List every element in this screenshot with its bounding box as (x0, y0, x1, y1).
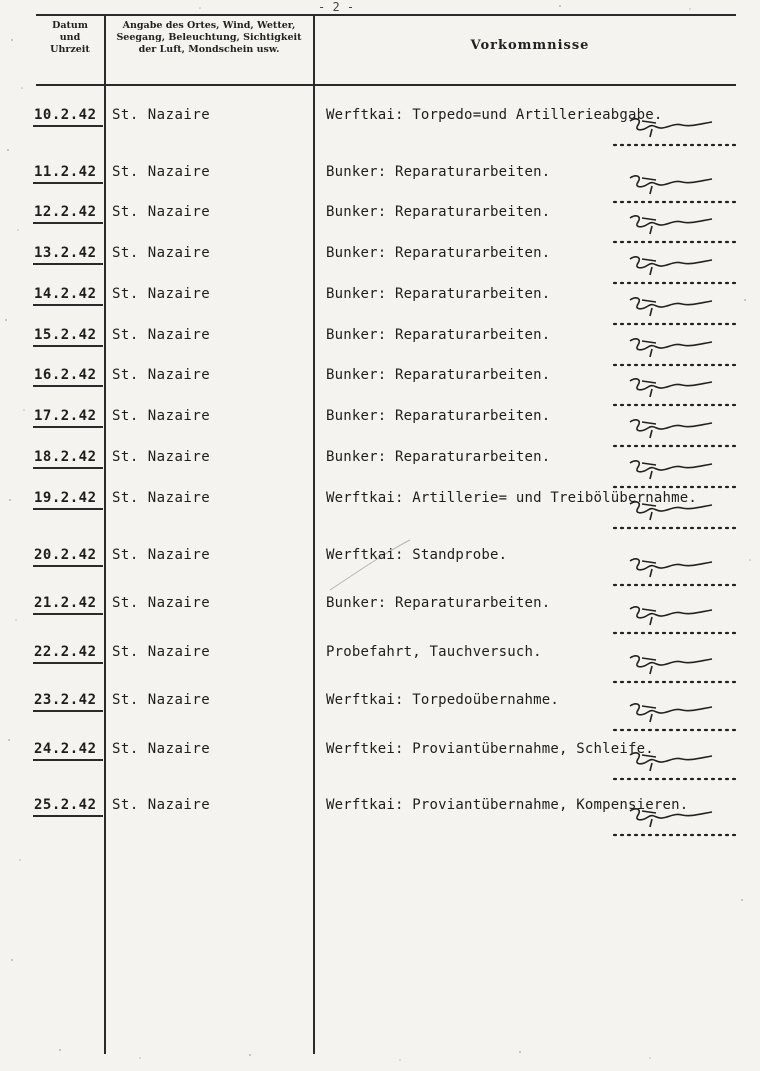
table-row (0, 327, 760, 367)
entry-place: St. Nazaire (112, 797, 211, 813)
header-date-line: Uhrzeit (50, 44, 90, 55)
table-row (0, 644, 760, 684)
entry-date: 11.2.42 (34, 164, 97, 180)
signature-stroke (630, 420, 712, 438)
entry-event: Werftkai: Torpedo=und Artillerieabgabe. (326, 107, 663, 123)
entry-place: St. Nazaire (112, 164, 211, 180)
table-row (0, 245, 760, 285)
header-date-line: und (59, 32, 81, 43)
entry-date: 24.2.42 (34, 741, 97, 757)
signature-stroke (630, 753, 712, 771)
signature-stroke (630, 257, 712, 275)
signature-stroke (630, 461, 712, 479)
entry-place: St. Nazaire (112, 286, 211, 302)
table-row (0, 204, 760, 244)
date-underline (33, 426, 103, 428)
signature-mark (612, 498, 742, 534)
entry-place: St. Nazaire (112, 449, 211, 465)
signature-mark (612, 652, 742, 688)
date-underline (33, 565, 103, 567)
header-date-line: Datum (52, 20, 88, 31)
entry-place: St. Nazaire (112, 595, 211, 611)
entry-place: St. Nazaire (112, 741, 211, 757)
header-place-line: Seegang, Beleuchtung, Sichtigkeit (116, 32, 302, 43)
entry-date: 25.2.42 (34, 797, 97, 813)
entry-event: Werftkai: Torpedoübernahme. (326, 692, 559, 708)
entry-event: Bunker: Reparaturarbeiten. (326, 595, 551, 611)
entry-date: 14.2.42 (34, 286, 97, 302)
entry-date: 18.2.42 (34, 449, 97, 465)
entry-date: 21.2.42 (34, 595, 97, 611)
header-place-column (108, 20, 310, 56)
signature-stroke (630, 339, 712, 357)
entry-event: Werftkai: Artillerie= und Treibölübernahme. (326, 490, 698, 506)
signature-mark (612, 555, 742, 591)
table-row (0, 286, 760, 326)
table-row (0, 449, 760, 489)
entry-event: Bunker: Reparaturarbeiten. (326, 286, 551, 302)
header-place-line: der Luft, Mondschein usw. (138, 44, 280, 55)
entry-date: 17.2.42 (34, 408, 97, 424)
date-underline (33, 759, 103, 761)
entry-date: 12.2.42 (34, 204, 97, 220)
table-row (0, 692, 760, 732)
entry-place: St. Nazaire (112, 327, 211, 343)
table-row (0, 547, 760, 587)
signature-mark (612, 115, 742, 151)
date-underline (33, 467, 103, 469)
entry-place: St. Nazaire (112, 107, 211, 123)
entry-place: St. Nazaire (112, 692, 211, 708)
entry-date: 22.2.42 (34, 644, 97, 660)
header-bottom-rule (36, 84, 736, 86)
entry-place: St. Nazaire (112, 204, 211, 220)
header-events-column: Vorkommnisse (470, 38, 590, 53)
entry-date: 15.2.42 (34, 327, 97, 343)
entry-date: 10.2.42 (34, 107, 97, 123)
table-row (0, 367, 760, 407)
entry-date: 20.2.42 (34, 547, 97, 563)
date-underline (33, 508, 103, 510)
signature-stroke (630, 216, 712, 234)
entry-date: 13.2.42 (34, 245, 97, 261)
date-underline (33, 385, 103, 387)
signature-mark (612, 335, 742, 371)
page-number: - 2 - (318, 0, 355, 14)
signature-mark (612, 416, 742, 452)
signature-stroke (630, 379, 712, 397)
entry-date: 23.2.42 (34, 692, 97, 708)
entry-event: Bunker: Reparaturarbeiten. (326, 164, 551, 180)
date-underline (33, 613, 103, 615)
signature-mark (612, 805, 742, 841)
signature-stroke (630, 298, 712, 316)
signature-stroke (630, 809, 712, 827)
entry-place: St. Nazaire (112, 547, 211, 563)
signature-stroke (630, 704, 712, 722)
signature-mark (612, 700, 742, 736)
entry-event: Bunker: Reparaturarbeiten. (326, 327, 551, 343)
table-row (0, 595, 760, 635)
date-underline (33, 304, 103, 306)
entry-event: Bunker: Reparaturarbeiten. (326, 449, 551, 465)
entry-event: Probefahrt, Tauchversuch. (326, 644, 542, 660)
table-row (0, 408, 760, 448)
signature-mark (612, 212, 742, 248)
signature-mark (612, 603, 742, 639)
entry-event: Werftkai: Standprobe. (326, 547, 508, 563)
date-underline (33, 222, 103, 224)
signature-mark (612, 172, 742, 208)
signature-stroke (630, 656, 712, 674)
entry-event: Bunker: Reparaturarbeiten. (326, 408, 551, 424)
table-row (0, 107, 760, 147)
table-row (0, 490, 760, 530)
entry-event: Werftkai: Proviantübernahme, Kompensieren. (326, 797, 689, 813)
signature-mark (612, 375, 742, 411)
signature-mark (612, 253, 742, 289)
date-underline (33, 710, 103, 712)
date-underline (33, 345, 103, 347)
table-top-rule (36, 14, 736, 16)
date-underline (33, 263, 103, 265)
signature-stroke (630, 176, 712, 194)
signature-stroke (630, 119, 712, 137)
table-row (0, 741, 760, 781)
date-underline (33, 125, 103, 127)
table-row (0, 797, 760, 837)
entry-date: 19.2.42 (34, 490, 97, 506)
signature-mark (612, 457, 742, 493)
entry-event: Bunker: Reparaturarbeiten. (326, 367, 551, 383)
entry-place: St. Nazaire (112, 245, 211, 261)
table-row (0, 164, 760, 204)
entry-place: St. Nazaire (112, 367, 211, 383)
date-underline (33, 182, 103, 184)
entry-event: Bunker: Reparaturarbeiten. (326, 245, 551, 261)
entry-place: St. Nazaire (112, 490, 211, 506)
entry-event: Bunker: Reparaturarbeiten. (326, 204, 551, 220)
signature-stroke (630, 607, 712, 625)
signature-mark (612, 294, 742, 330)
signature-stroke (630, 559, 712, 577)
date-underline (33, 815, 103, 817)
entry-date: 16.2.42 (34, 367, 97, 383)
signature-stroke (630, 502, 712, 520)
entry-place: St. Nazaire (112, 644, 211, 660)
header-place-line: Angabe des Ortes, Wind, Wetter, (122, 20, 296, 31)
signature-mark (612, 749, 742, 785)
entry-place: St. Nazaire (112, 408, 211, 424)
entry-event: Werftkei: Proviantübernahme, Schleife. (326, 741, 654, 757)
header-date-column (38, 20, 102, 56)
date-underline (33, 662, 103, 664)
